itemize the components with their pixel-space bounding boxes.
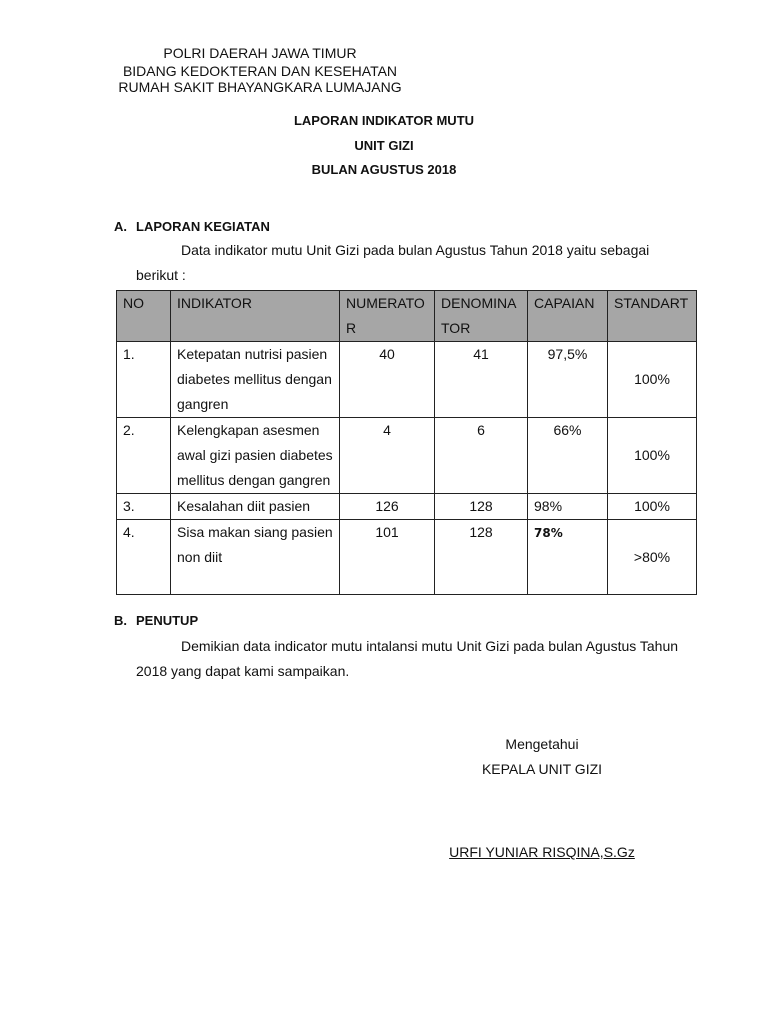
row-capaian: 78% <box>528 520 608 595</box>
row-capaian: 98% <box>528 494 608 520</box>
table-row <box>117 418 697 494</box>
table-row <box>117 342 697 418</box>
section-b-title: PENUTUP <box>136 613 199 628</box>
header-standart: STANDART <box>608 291 697 342</box>
section-b-paragraph-line-1: Demikian data indicator mutu intalansi mutu Unit Gizi pada bulan Agustus Tahun <box>181 638 679 654</box>
signature-position: KEPALA UNIT GIZI <box>481 761 603 777</box>
section-b-paragraph-line-2: 2018 yang dapat kami sampaikan. <box>136 663 350 679</box>
row-denominator: 128 <box>435 494 528 520</box>
table-header-row <box>117 291 697 342</box>
section-a-title: LAPORAN KEGIATAN <box>136 219 270 234</box>
row-denominator: 41 <box>435 342 528 418</box>
header-no: NO <box>117 291 171 342</box>
row-indikator: Sisa makan siang pasien non diit <box>171 520 340 595</box>
row-standart: 100% <box>608 418 697 494</box>
row-denominator: 128 <box>435 520 528 595</box>
row-numerator: 101 <box>340 520 435 595</box>
header-numerator: NUMERATO R <box>340 291 435 342</box>
row-capaian: 66% <box>528 418 608 494</box>
report-period: BULAN AGUSTUS 2018 <box>311 162 457 177</box>
signature-acknowledged: Mengetahui <box>505 736 579 752</box>
row-indikator: Kelengkapan asesmen awal gizi pasien diabetes mellitus dengan gangren <box>171 418 340 494</box>
row-no: 3. <box>117 494 171 520</box>
report-title: LAPORAN INDIKATOR MUTU <box>293 113 475 128</box>
table-row <box>117 520 697 595</box>
row-no: 4. <box>117 520 171 595</box>
row-standart: >80% <box>608 520 697 595</box>
indicator-table <box>116 290 697 595</box>
row-no: 2. <box>117 418 171 494</box>
row-numerator: 4 <box>340 418 435 494</box>
report-unit: UNIT GIZI <box>354 138 414 153</box>
letterhead-line-2: BIDANG KEDOKTERAN DAN KESEHATAN <box>122 63 398 79</box>
header-indikator: INDIKATOR <box>171 291 340 342</box>
row-denominator: 6 <box>435 418 528 494</box>
signature-name: URFI YUNIAR RISQINA,S.Gz <box>449 844 635 860</box>
row-standart: 100% <box>608 342 697 418</box>
table-row <box>117 494 697 520</box>
letterhead-line-1: POLRI DAERAH JAWA TIMUR <box>163 45 357 61</box>
row-capaian: 97,5% <box>528 342 608 418</box>
row-standart: 100% <box>608 494 697 520</box>
section-a-paragraph-line-1: Data indikator mutu Unit Gizi pada bulan Agustus Tahun 2018 yaitu sebagai <box>181 242 650 258</box>
row-no: 1. <box>117 342 171 418</box>
letterhead-line-3: RUMAH SAKIT BHAYANGKARA LUMAJANG <box>118 79 402 95</box>
section-a-letter: A. <box>114 219 127 234</box>
section-a-paragraph-line-2: berikut : <box>136 267 186 283</box>
row-numerator: 126 <box>340 494 435 520</box>
row-indikator: Kesalahan diit pasien <box>171 494 340 520</box>
row-numerator: 40 <box>340 342 435 418</box>
header-denominator: DENOMINA TOR <box>435 291 528 342</box>
row-indikator: Ketepatan nutrisi pasien diabetes mellitus dengan gangren <box>171 342 340 418</box>
header-capaian: CAPAIAN <box>528 291 608 342</box>
section-a-heading <box>114 219 270 234</box>
section-b-heading <box>114 613 198 628</box>
section-b-letter: B. <box>114 613 127 628</box>
